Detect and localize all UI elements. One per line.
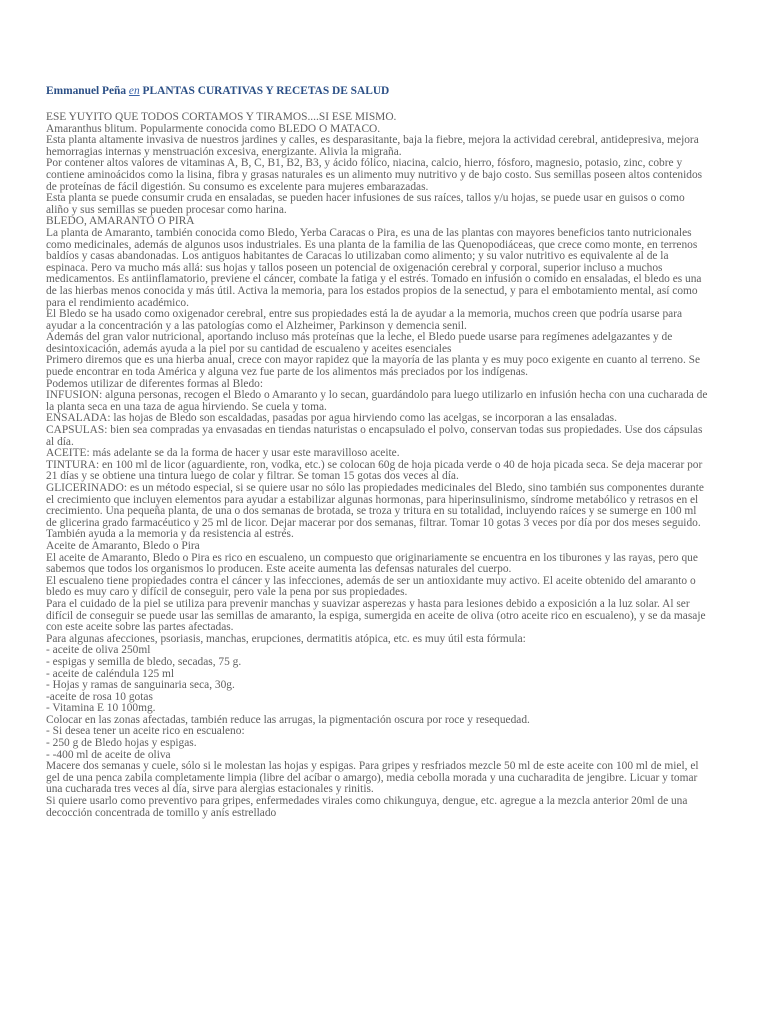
body-line: difícil de conseguir se puede usar las semillas de amaranto, la espiga, sumergida en aceite de oliva (otro aceite rico en escualeno), y se da masaje xyxy=(46,610,706,622)
body-line: Esta planta se puede consumir cruda en ensaladas, se pueden hacer infusiones de sus raíces, tallos y/u hojas, se puede usar en guisos o como xyxy=(46,193,685,205)
body-line: Podemos utilizar de diferentes formas al Bledo: xyxy=(46,378,263,390)
body-line: - Hojas y ramas de sanguinaria seca, 30g. xyxy=(46,680,235,692)
body-line: Además del gran valor nutricional, aportando incluso más proteínas que la leche, el Bledo puede usarse para regímenes adelgazantes y de xyxy=(46,332,673,344)
body-line: crecimiento. Una pequeña planta, de una o dos semanas de brotada, se troza y tritura en su totalidad, incluyendo raíces y se sumerge en 100 ml xyxy=(46,506,697,518)
body-line: una cucharada tres veces al día, sirve para alergias estacionales y rinitis. xyxy=(46,784,374,796)
body-line: 21 días y se obtiene una tintura luego de colar y filtrar. Se toman 15 gotas dos veces al día. xyxy=(46,471,459,483)
body-line: - espigas y semilla de bledo, secadas, 75 g. xyxy=(46,656,242,668)
body-line: baldíos y casas abandonadas. Los antiguos habitantes de Caracas lo utilizaban como alimento; y su valor nutritivo es equivalente al de la xyxy=(46,251,669,263)
body-line: El aceite de Amaranto, Bledo o Pira es rico en escualeno, un compuesto que originariamente se encuentra en los tiburones y las rayas, pero que xyxy=(46,552,698,564)
body-line: bledo es muy caro y difícil de conseguir, pero vale la pena por sus propiedades. xyxy=(46,587,408,599)
body-line: - aceite de oliva 250ml xyxy=(46,645,151,657)
body-line: al día. xyxy=(46,436,74,448)
body-line: Colocar en las zonas afectadas, también reduce las arrugas, la pigmentación oscura por roce y resequedad. xyxy=(46,714,530,726)
body-line: TINTURA: en 100 ml de licor (aguardiente, ron, vodka, etc.) se colocan 60g de hoja picada verde o 40 de hoja picada seca. Se deja macerar por xyxy=(46,459,703,471)
author-link[interactable]: Emmanuel Peña xyxy=(46,85,127,97)
body-line: Para algunas afecciones, psoriasis, manchas, erupciones, dermatitis atópica, etc. es muy útil esta fórmula: xyxy=(46,633,526,645)
body-line: ayudar a la concentración y a las patologías como el Alzheimer, Parkinson y demencia senil. xyxy=(46,320,467,332)
post-header xyxy=(46,84,748,98)
body-line: ENSALADA: las hojas de Bledo son escaldadas, pasadas por agua hirviendo como las acelgas, se incorporan a las ensaladas. xyxy=(46,413,617,425)
body-line: Primero diremos que es una hierba anual, crece con mayor rapidez que la mayoría de las planta y es muy poco exigente en cuanto al terreno. Se xyxy=(46,355,701,367)
body-line: sabemos que todos los organismos lo producen. Este aceite aumenta las defensas naturales del cuerpo. xyxy=(46,564,512,576)
body-line: El escualeno tiene propiedades contra el cáncer y las infecciones, además de ser un antioxidante muy activo. El aceite obtenido del amaranto o xyxy=(46,575,696,587)
body-line: - -400 ml de aceite de oliva xyxy=(46,749,171,761)
body-line: de glicerina grado farmacéutico y 25 ml de licor. Dejar macerar por dos semanas, filtrar. Tomar 10 gotas 3 veces por día por dos meses seguido. xyxy=(46,517,701,529)
body-line: Si quiere usarlo como preventivo para gripes, enfermedades virales como chikunguya, dengue, etc. agregue a la mezcla anterior 20ml de una xyxy=(46,796,688,808)
body-line: hemorragias internas y menstruación excesiva, energizante. Alivia la migraña. xyxy=(46,146,402,158)
body-line: con este aceite sobre las partes afectadas. xyxy=(46,622,234,634)
body-line: CÁPSULAS: bien sea compradas ya envasadas en tiendas naturistas o encapsulado el polvo, conservan todas sus propiedades. Use dos cápsulas xyxy=(46,425,703,437)
body-line: gel de una penca zabila completamente limpia (libre del acíbar o amargo), media cebolla morada y una cucharadita de jengibre. Licuar y tomar xyxy=(46,772,698,784)
body-line: Amaranthus blitum. Popularmente conocida como BLEDO O MATACO. xyxy=(46,123,381,135)
body-line: - aceite de caléndula 125 ml xyxy=(46,668,175,680)
body-line: INFUSIÓN: alguna personas, recogen el Bledo o Amaranto y lo secan, guardándolo para luego utilizarlo en infusión hecha con una cucharada de xyxy=(46,390,708,402)
body-line: decocción concentrada de tomillo y anís estrellado xyxy=(46,807,277,819)
body-line: aliño y sus semillas se pueden procesar como harina. xyxy=(46,204,287,216)
body-line: - Si desea tener un aceite rico en escualeno: xyxy=(46,726,245,738)
body-line: La planta de Amaranto, también conocida como Bledo, Yerba Caracas o Pira, es una de las plantas con mayores beneficios tanto nutricionales xyxy=(46,227,692,239)
body-line: El Bledo se ha usado como oxigenador cerebral, entre sus propiedades está la de ayudar a la memoria, muchos creen que podría usarse para xyxy=(46,309,683,321)
body-line: de proteínas de fácil digestión. Su consumo es excelente para mujeres embarazadas. xyxy=(46,181,429,193)
body-line: medicamentos. Es antiinflamatorio, previene el cáncer, combate la fatiga y el estrés. Tomado en infusión o comido en ensaladas, el bledo es una xyxy=(46,274,702,286)
body-line: Esta planta altamente invasiva de nuestros jardines y calles, es desparasitante, baja la fiebre, mejora la actividad cerebral, antidepresiva, mejora xyxy=(46,135,699,147)
body-line: el crecimiento que incluyen elementos para ayudar a estabilizar algunas hormonas, para hiperinsulinismo, síndrome metabólico y retrasos en el xyxy=(46,494,699,506)
body-line: GLICERINADO: es un método especial, si se quiere usar no sólo las propiedades medicinales del Bledo, sino también sus componentes durante xyxy=(46,483,704,494)
connector-text: en xyxy=(128,85,140,97)
body-line: ESE YUYITO QUE TODOS CORTAMOS Y TIRAMOS....SI ESE MISMO. xyxy=(46,112,397,123)
body-line: de las hierbas menos conocida y más útil. Activa la memoria, para los estados propios de la senectud, y para el embotamiento mental, así como xyxy=(46,285,698,297)
body-line: para el rendimiento académico. xyxy=(46,297,189,309)
body-line: Para el cuidado de la piel se utiliza para prevenir manchas y suavizar asperezas y hasta para lesiones debido a exposición a la luz solar. Al ser xyxy=(46,598,690,610)
body-line: contiene aminoácidos como la lisina, fibra y grasas naturales es un alimento muy nutritivo y de bajo costo. Sus semillas poseen altos contenidos xyxy=(46,169,703,181)
body-line: También ayuda a la memoria y da resistencia al estrés. xyxy=(46,529,294,541)
body-line: Macere dos semanas y cuele, sólo si le molestan las hojas y espigas. Para gripes y resfriados mezcle 50 ml de este aceite con 100 ml de miel, el xyxy=(46,761,699,773)
body-line: -aceite de rosa 10 gotas xyxy=(46,691,153,703)
body-line: desintoxicación, además ayuda a la piel por su cantidad de escualeno y aceites esenciales xyxy=(46,343,452,355)
body-line: la planta seca en una taza de agua hirviendo. Se cuela y toma. xyxy=(46,401,327,413)
body-line: ACEITE: más adelante se da la forma de hacer y usar este maravilloso aceite. xyxy=(46,448,400,460)
body-line: BLEDO, AMARANTO O PIRA xyxy=(46,216,195,228)
body-line: Por contener altos valores de vitaminas A, B, C, B1, B2, B3, y ácido fólico, niacina, calcio, hierro, fósforo, magnesio, potasio, zinc, cobre y xyxy=(46,158,683,170)
body-line: - 250 g de Bledo hojas y espigas. xyxy=(46,738,197,750)
body-line: como medicinales, además de algunos usos industriales. Es una planta de la familia de las Quenopodiáceas, que crece como monte, en terrenos xyxy=(46,239,698,251)
body-line: espinaca. Pero va mucho más allá: sus hojas y tallos poseen un potencial de oxigenación cerebral y corporal, superior incluso a muchos xyxy=(46,262,663,274)
body-line: puede encontrar en toda América y alguna vez fue parte de los alimentos más preciados por los indígenas. xyxy=(46,367,529,379)
post-body xyxy=(46,112,748,819)
body-line: Aceite de Amaranto, Bledo o Pira xyxy=(46,540,200,552)
group-link[interactable]: PLANTAS CURATIVAS Y RECETAS DE SALUD xyxy=(142,85,390,97)
body-line: - Vitamina E 10 100mg. xyxy=(46,703,156,715)
